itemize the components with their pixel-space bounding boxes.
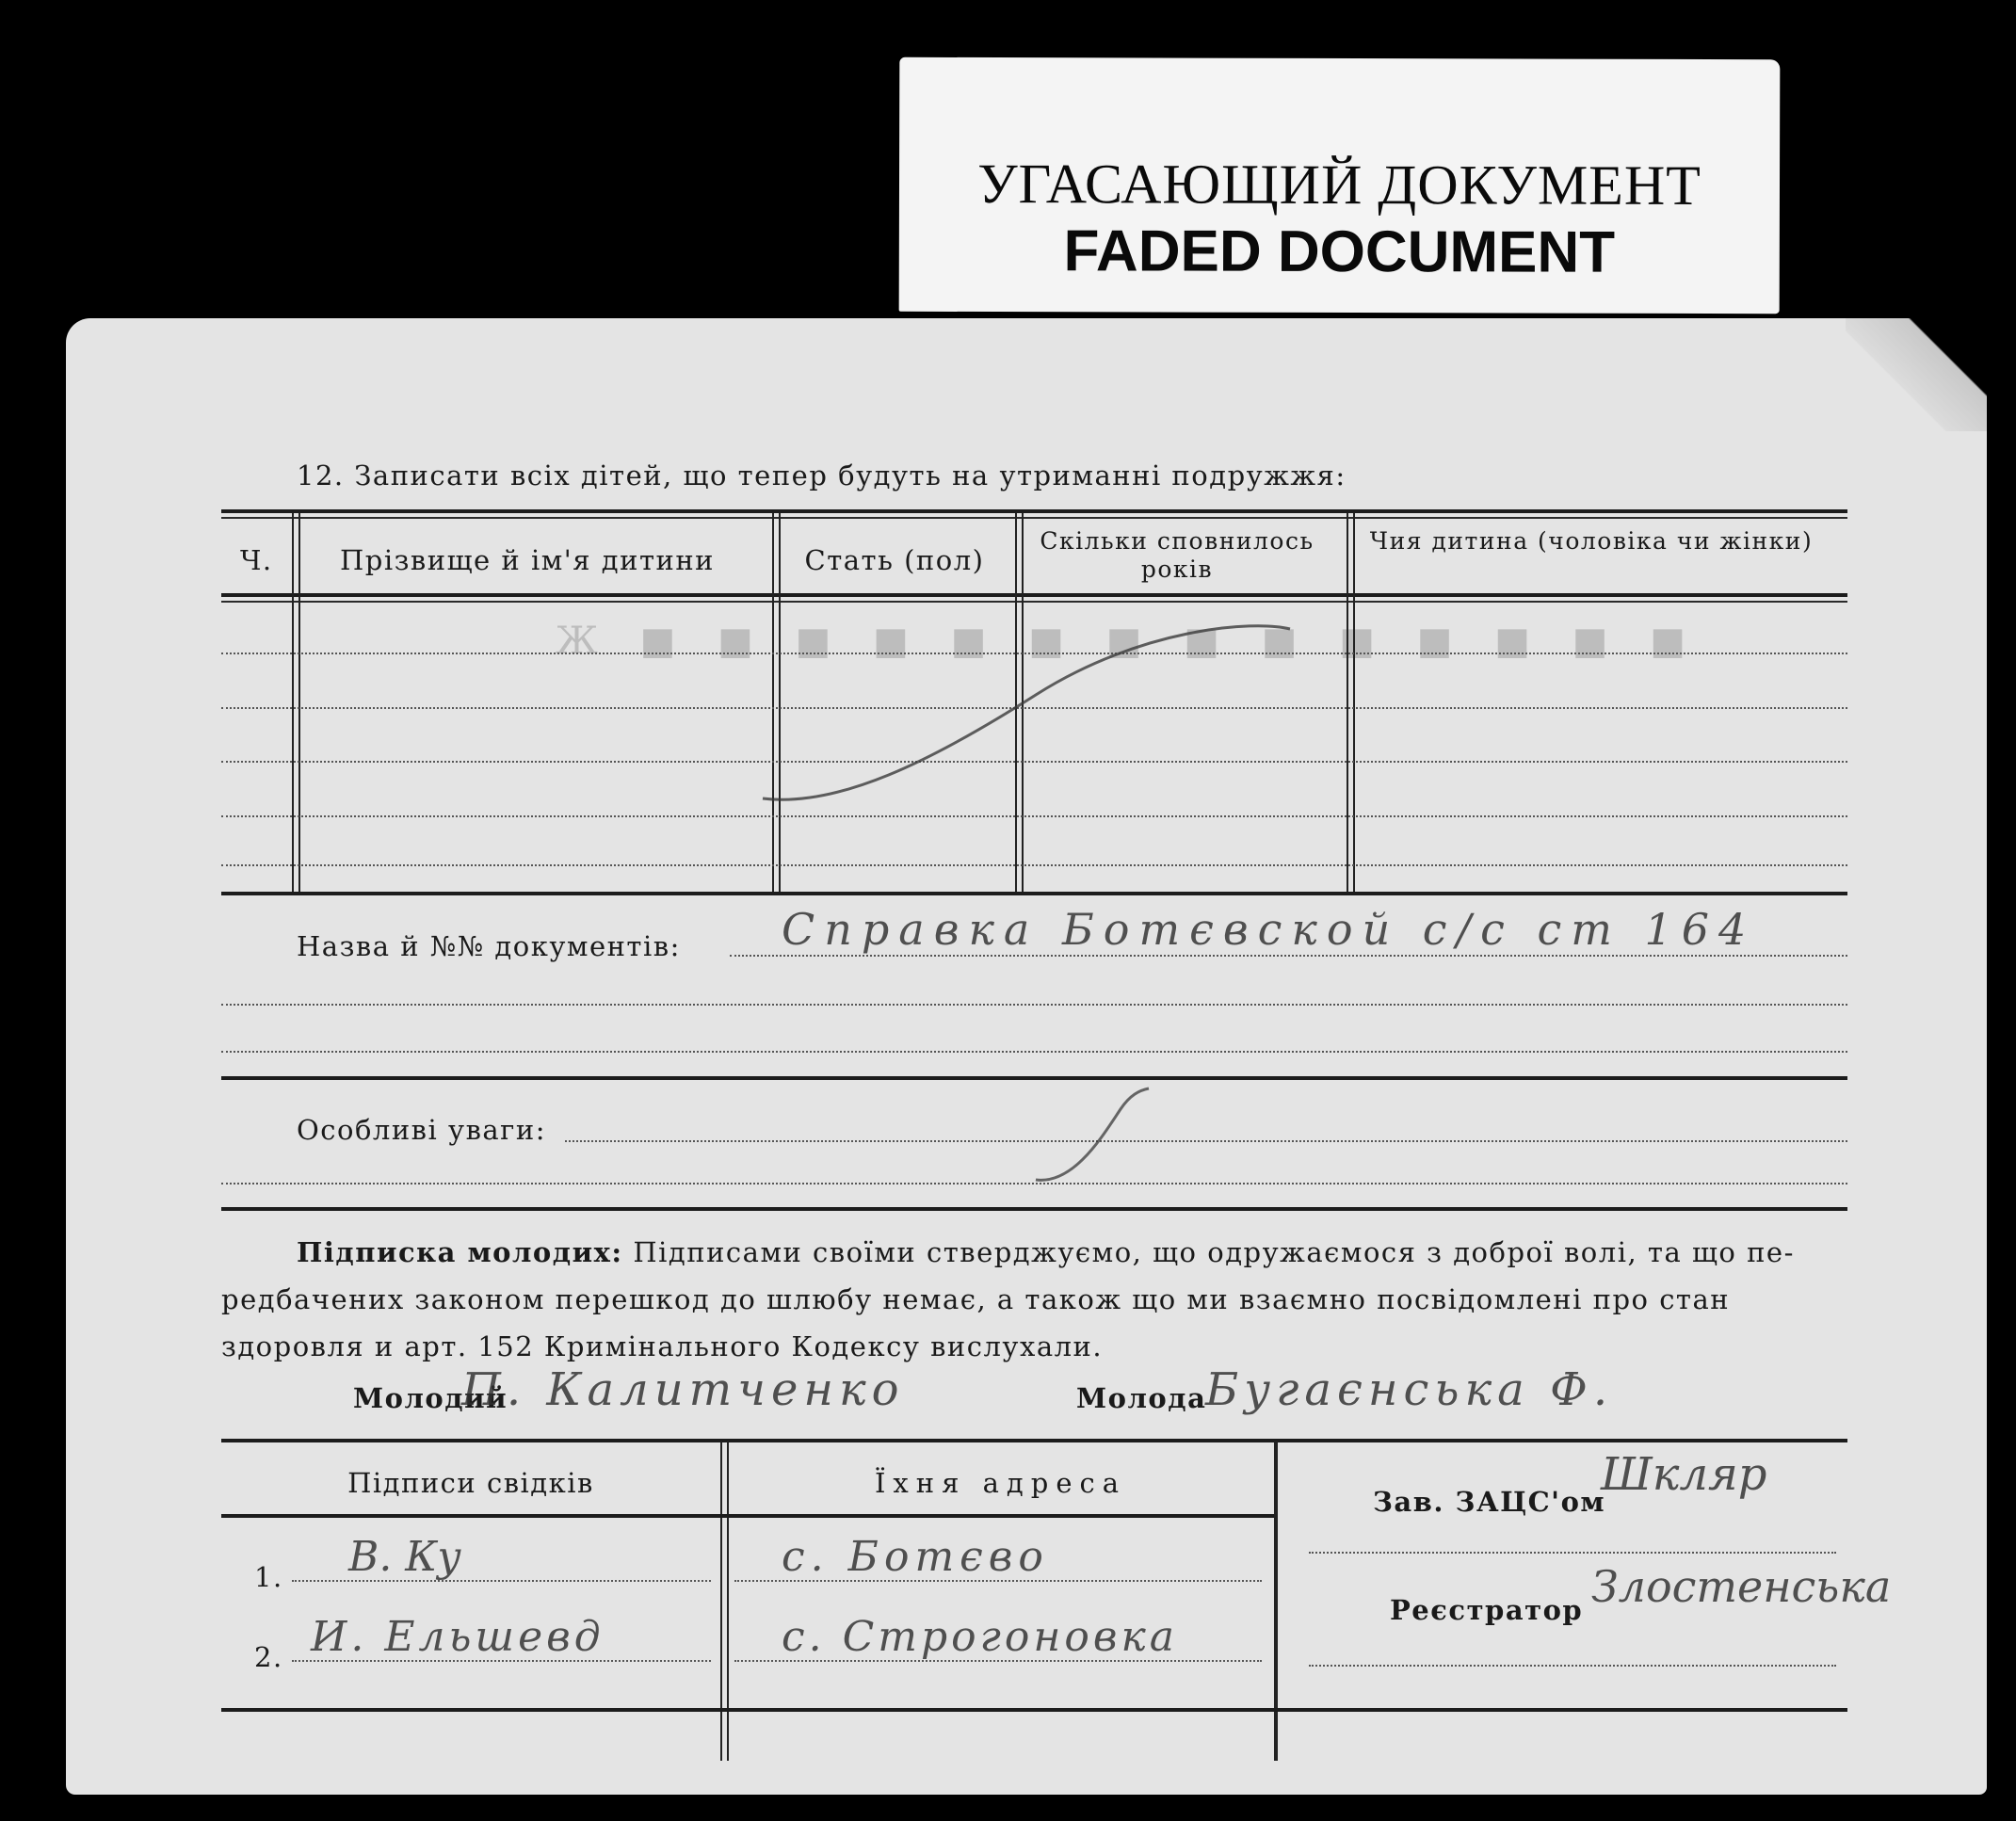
witness-2-number: 2.: [254, 1641, 283, 1673]
declaration-text-1: Підписами своїми стверджуємо, що одружаємося з доброї волі, та що пе-: [633, 1236, 1795, 1268]
registrar-signature: Злостенська: [1591, 1561, 1892, 1612]
witness-2-address: с. Строгоновка: [782, 1613, 1178, 1661]
bleed-through: Ж ■ ■ ■ ■ ■ ■ ■ ■ ■ ■ ■ ■ ■ ■: [556, 620, 1702, 663]
witness-1-signature: В. Ку: [348, 1533, 461, 1581]
bride-signature: Бугаєнська Ф.: [1205, 1363, 1614, 1416]
groom-signature: П. Калитченко: [461, 1363, 905, 1416]
witness-1-number: 1.: [254, 1561, 283, 1593]
documents-value: Справка Ботєвской с/с ст 164: [782, 904, 1756, 955]
declaration-line-3: здоровля и арт. 152 Кримінального Кодексу вислухали.: [221, 1330, 1104, 1362]
col-name-header: Прізвище й ім'я дитини: [339, 544, 716, 576]
registrar-label: Реєстратор: [1390, 1594, 1584, 1626]
zags-head-signature: Шкляр: [1601, 1448, 1767, 1501]
address-header: Їхня адреса: [874, 1467, 1127, 1499]
col-sex-header: Стать (пол): [804, 544, 985, 576]
declaration-line-1: [297, 1236, 1795, 1268]
stamp-title-en: FADED DOCUMENT: [1063, 218, 1616, 285]
witnesses-header: Підписи свідків: [347, 1467, 594, 1499]
groom-label: Молодий: [353, 1382, 508, 1414]
col-age-header: Скільки сповнилось років: [1040, 527, 1314, 583]
zags-head-label: Зав. ЗАЦС'ом: [1373, 1486, 1606, 1518]
witness-2-signature: И. Ельшевд: [311, 1613, 605, 1661]
col-whose-child-header: Чия дитина (чоловіка чи жінки): [1369, 527, 1814, 555]
declaration-heading: Підписка молодих:: [297, 1236, 623, 1268]
documents-label: Назва й №№ документів:: [297, 930, 681, 962]
notes-label: Особливі уваги:: [297, 1114, 546, 1146]
marriage-record-page: [66, 318, 1987, 1795]
col-number-header: Ч.: [240, 544, 273, 576]
declaration-line-2: редбачених законом перешкод до шлюбу немає, а також що ми взаємно посвідомлені про стан: [221, 1283, 1731, 1315]
folded-corner: [1846, 318, 1987, 431]
stamp-title-ru: УГАСАЮЩИЙ ДОКУМЕНТ: [977, 152, 1702, 218]
section12-title: 12. Записати всіх дітей, що тепер будуть на утриманні подружжя:: [297, 459, 1347, 492]
bride-label: Молода: [1076, 1382, 1207, 1414]
cancellation-stroke: [725, 620, 1337, 827]
faded-document-label: [899, 57, 1781, 314]
notes-dash-stroke: [1017, 1081, 1205, 1194]
witness-1-address: с. Ботєво: [782, 1533, 1049, 1581]
